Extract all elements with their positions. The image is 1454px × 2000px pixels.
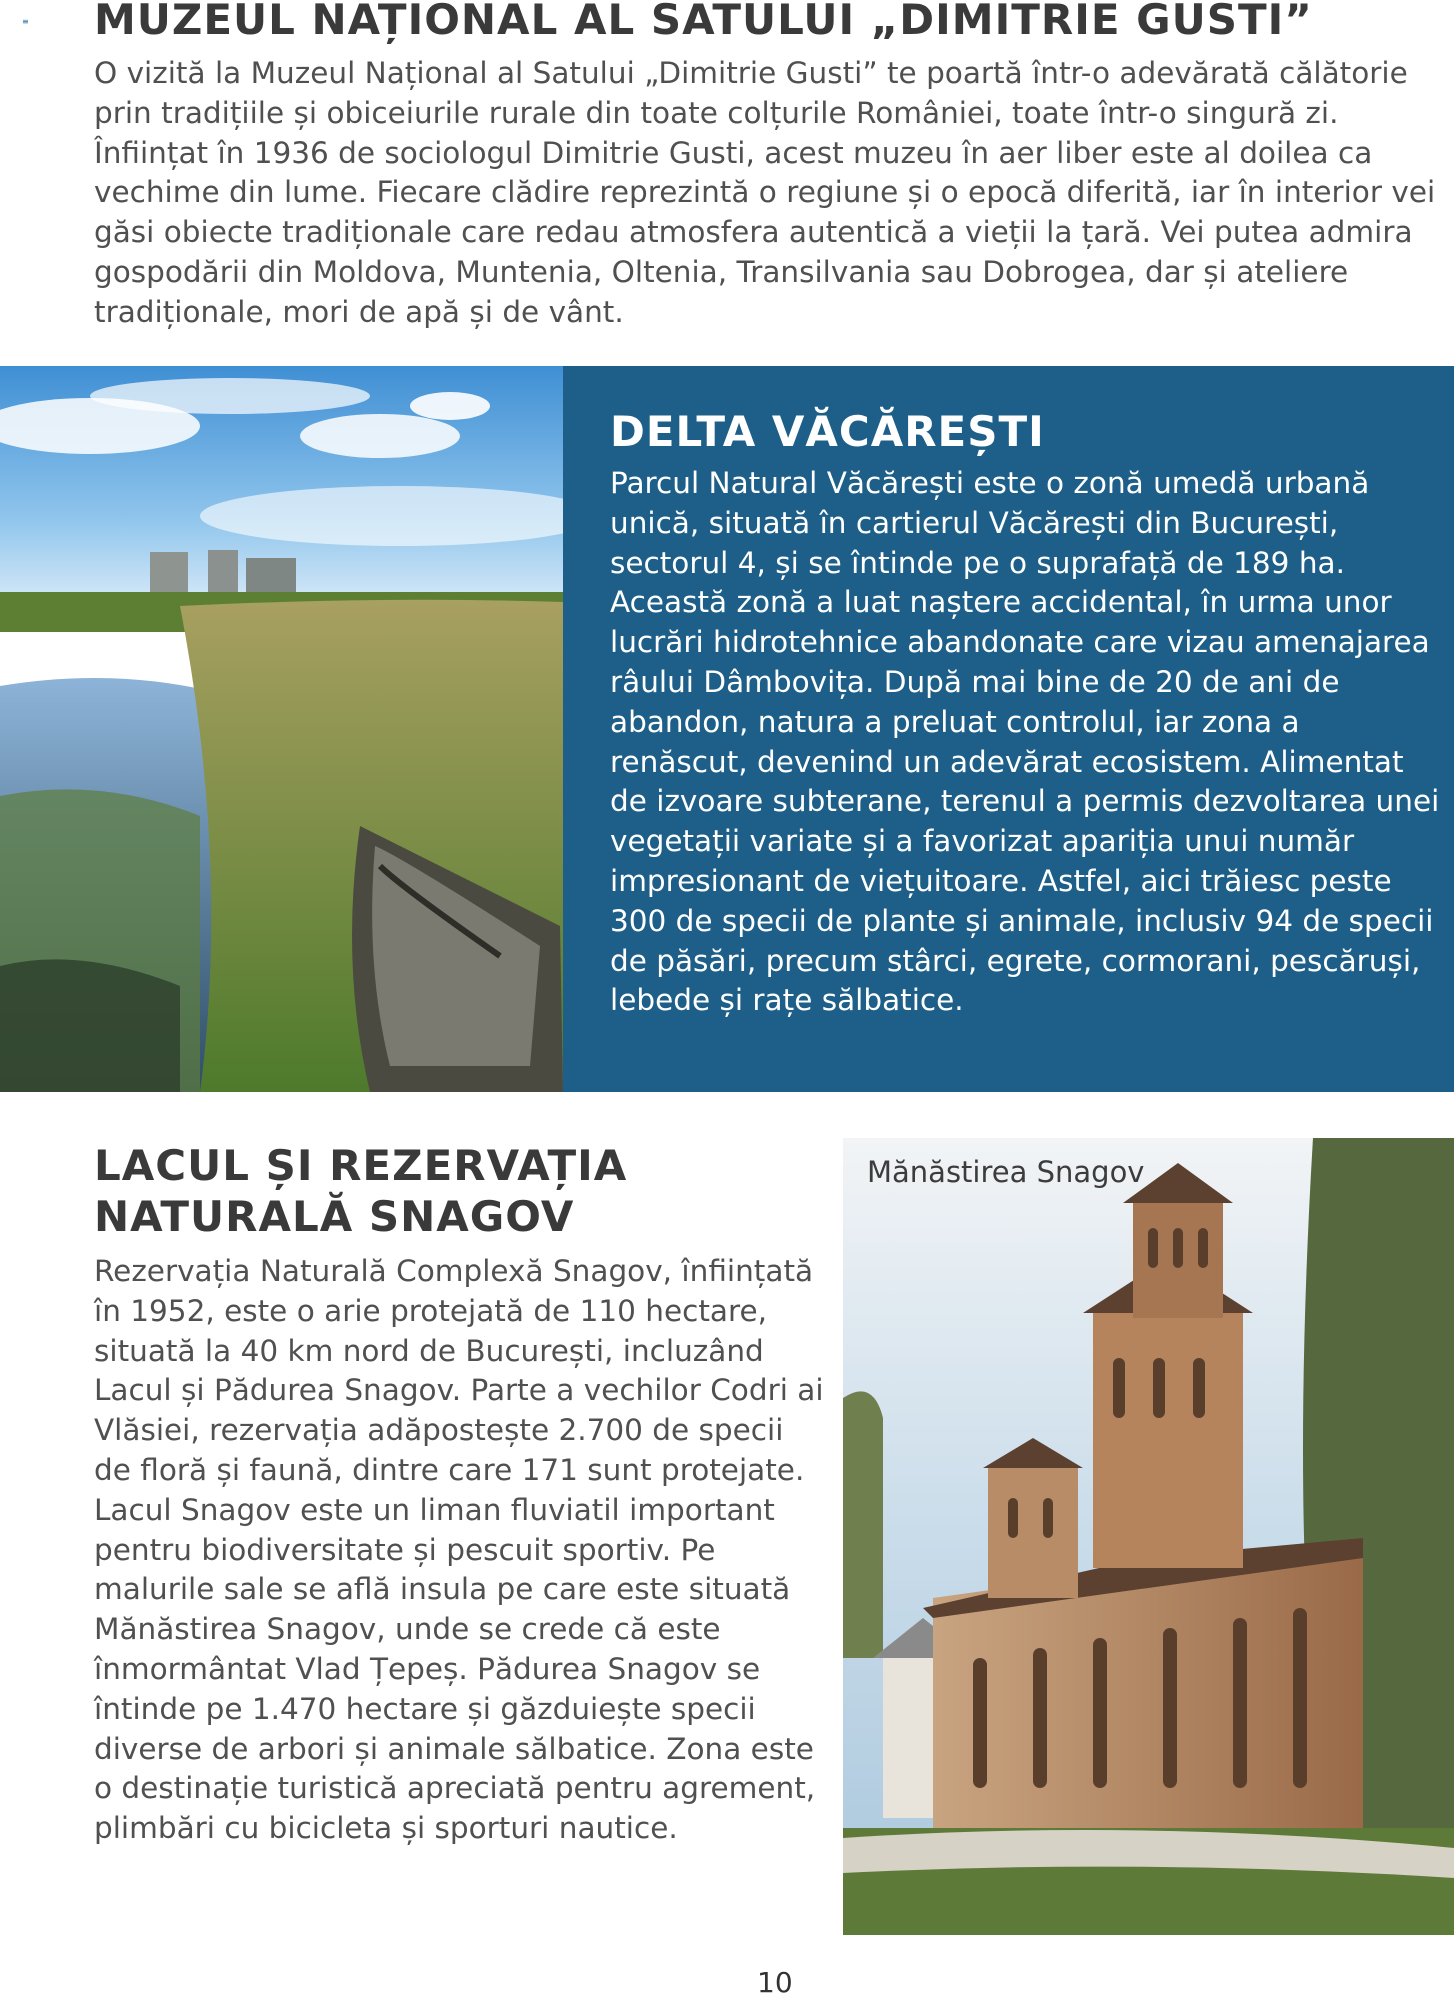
delta-vacaresti-panel [563,366,1454,1092]
page-number: 10 [757,1966,793,1999]
snagov-paragraph: Rezervația Naturală Complexă Snagov, înființată în 1952, este o arie protejată de 110 hectare, situată la 40 km nord de București, incluzând Lacul și Pădurea Snagov. Parte a vechilor Codri ai Vlăsiei, rezervația adăpostește 2.700 de specii de floră și faună, dintre care 171 sunt protejate. Lacul Snagov este un liman fluviatil important pentru biodiversitate și pescuit sportiv. Pe malurile sale se află insula pe care este situată Mănăstirea Snagov, unde se crede că este înmormântat Vlad Țepeș. Pădurea Snagov se întinde pe 1.470 hectare și găzduiește specii diverse de arbori și animale sălbatice. Zona este o destinație turistică apreciată pentru agrement, plimbări cu bicicleta și sporturi nautice. [94,1254,824,1846]
delta-vacaresti-photo [0,366,563,1092]
delta-heading: DELTA VĂCĂREȘTI [610,407,1045,456]
muzeu-heading: MUZEUL NAȚIONAL AL SATULUI „DIMITRIE GUSTI” [94,0,1313,44]
muzeu-paragraph: O vizită la Muzeul Național al Satului „Dimitrie Gusti” te poartă într-o adevărată călătorie prin tradițiile și obiceiurile rurale din toate colțurile României, toate într-o singură zi. Înființat în 1936 de sociologul Dimitrie Gusti, acest muzeu în aer liber este al doilea ca vechime din lume. Fiecare clădire reprezintă o regiune și o epocă diferită, iar în interior vei găsi obiecte tradiționale care redau atmosfera autentică a vieții la țară. Vei putea admira gospodării din Moldova, Muntenia, Oltenia, Transilvania sau Dobrogea, dar și ateliere tradiționale, mori de apă și de vânt. [94,56,1436,329]
delta-paragraph: Parcul Natural Văcărești este o zonă umedă urbană unică, situată în cartierul Văcărești din București, sectorul 4, și se întinde pe o suprafață de 189 ha. Această zonă a luat naștere accidental, în urma unor lucrări hidrotehnice abandonate care vizau amenajarea râului Dâmbovița. După mai bine de 20 de ani de abandon, natura a preluat controlul, iar zona a renăscut, devenind un adevărat ecosistem. Alimentat de izvoare subterane, terenul a permis dezvoltarea unei vegetații variate și a favorizat apariția unui număr impresionant de viețuitoare. Astfel, aici trăiesc peste 300 de specii de plante și animale, inclusiv 94 de specii de păsări, precum stârci, egrete, cormorani, pescăruși, lebede și rațe sălbatice. [610,466,1440,1018]
photo-caption: Mănăstirea Snagov [867,1155,1145,1189]
snagov-heading: LACUL ȘI REZERVAȚIA NATURALĂ SNAGOV [94,1141,628,1241]
snagov-monastery-photo [843,1138,1454,1935]
margin-marker: ≡ [22,17,29,26]
